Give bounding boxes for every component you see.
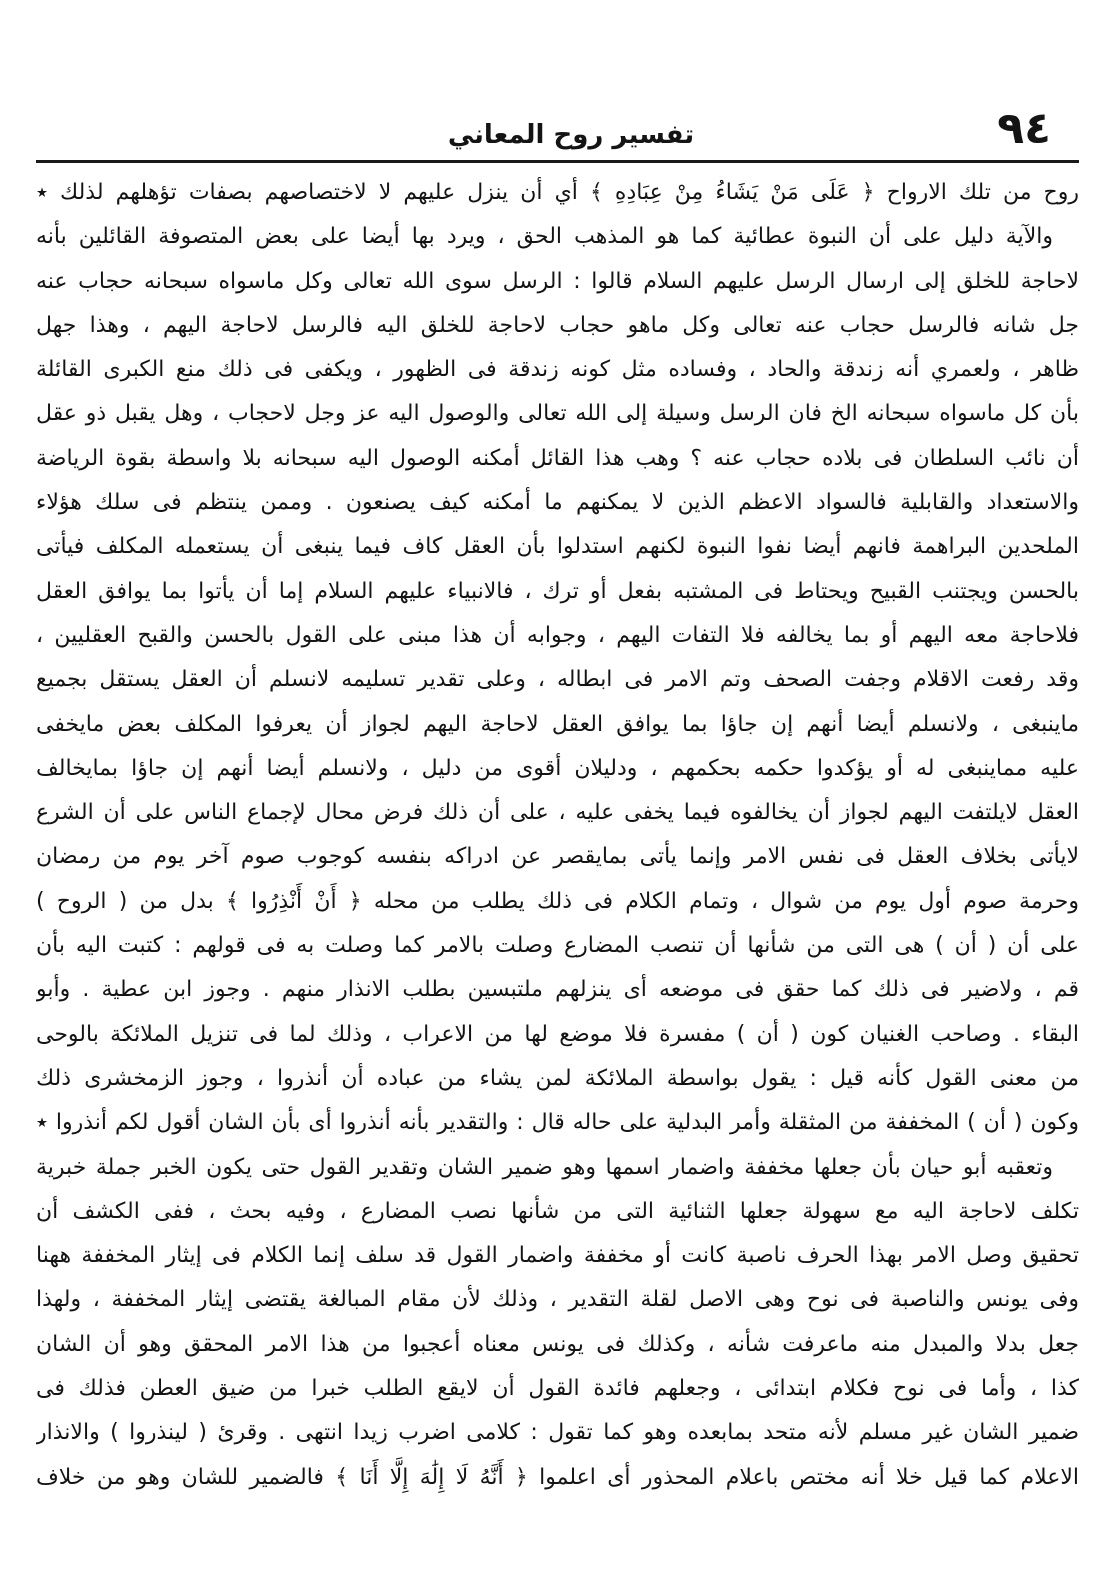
text-line: جعل بدلا والمبدل منه ماعرفت شأنه ، وكذلك فى يونس معناه أعجبوا من هذا الامر المحقق وهو أن الشان — [36, 1331, 1079, 1357]
text-line: روح من تلك الارواح ﴿ عَلَى مَنْ يَشَاءُ مِنْ عِبَادِهِ ﴾ أي أن ينزل عليهم لا لاختصاصهم بصفات تؤهلهم لذلك ٭ — [36, 180, 1079, 205]
text-line: أن نائب السلطان فى بلاده حجاب عنه ؟ وهب هذا القائل أمكنه الوصول اليه سبحانه بلا واسطة بقوة الرياضة — [36, 445, 1079, 471]
text-line: لاحاجة للخلق إلى ارسال الرسل عليهم السلام قالوا : الرسل سوى الله تعالى وكل ماسواه سبحانه حجاب عنه — [36, 268, 1079, 294]
page-number: ٩٤ — [997, 103, 1051, 154]
body-text — [36, 171, 1079, 1500]
book-page — [36, 90, 1079, 1550]
text-line: وكون ( أن ) المخففة من المثقلة وأمر البدلية على حاله قال : والتقدير بأنه أنذروا أى بأن الشان أقول لكم أنذروا ٭ — [36, 1110, 1079, 1136]
text-line: ماينبغى ، ولانسلم أيضا أنهم إن جاؤا بما يوافق العقل لاحاجة اليهم لجواز أن يعرفوا المكلف بعض مايخفى — [36, 711, 1079, 737]
text-line: البقاء . وصاحب الغنيان كون ( أن ) مفسرة فلا موضع لها من الاعراب ، وذلك لما فى تنزيل الملائكة بالوحى — [36, 1021, 1079, 1047]
text-line: على أن ( أن ) هى التى من شأنها أن تنصب المضارع وصلت بالامر كما وصلت به فى قولهم : كتبت اليه بأن — [36, 933, 1079, 959]
text-line: تكلف لاحاجة اليه مع سهولة جعلها الثنائية التى من شأنها نصب المضارع ، وفيه بحث ، ففى الكشف أن — [36, 1198, 1079, 1224]
text-line: لايأتى بخلاف العقل فى نفس الامر وإنما يأتى بمايقصر عن ادراكه بنفسه كوجوب صوم آخر يوم من رمضان — [36, 844, 1079, 870]
text-line: فلاحاجة معه اليهم أو بما يخالفه فلا التفات اليهم ، وجوابه أن هذا مبنى على القول بالحسن والقبح العقليين ، — [36, 622, 1079, 648]
text-line: وتعقبه أبو حيان بأن جعلها مخففة واضمار اسمها وهو ضمير الشان وتقدير القول حتى يكون الخبر جملة خبرية — [36, 1154, 1053, 1180]
text-line: قم ، ولاضير فى ذلك كما حقق فى موضعه أى ينزلهم ملتبسين بطلب الانذار منهم . وجوز ابن عطية . وأبو — [36, 977, 1079, 1003]
text-line: بالحسن ويجتنب القبيح ويحتاط فى المشتبه بفعل أو ترك ، فالانبياء عليهم السلام إما أن يأتوا بما يوافق العقل — [36, 578, 1079, 604]
running-title: تفسير روح المعاني — [447, 120, 695, 150]
text-line: الاعلام كما قيل خلا أنه مختص باعلام المحذور أى اعلموا ﴿ أَنَّهُ لَا إِلَٰهَ إِلَّا أَنَا ﴾ فالضمير للشان وهو من خلاف — [36, 1464, 1079, 1490]
page-header — [36, 90, 1079, 163]
text-line: من معنى القول كأنه قيل : يقول بواسطة الملائكة لمن يشاء من عباده أن أنذروا ، وجوز الزمخشرى ذلك — [36, 1065, 1079, 1091]
text-line: وقد رفعت الاقلام وجفت الصحف وتم الامر فى ابطاله ، وعلى تقدير تسليمه لانسلم أن العقل يستقل بجميع — [36, 667, 1079, 693]
text-line: بأن كل ماسواه سبحانه الخ فان الرسل وسيلة إلى الله تعالى والوصول اليه عز وجل لاحجاب ، وهل يقبل ذو عقل — [36, 401, 1079, 427]
text-line: كذا ، وأما فى نوح فكلام ابتدائى ، وجعلهم فائدة القول أن لايقع الطلب خبرا من ضيق العطن فذلك فى — [36, 1376, 1079, 1402]
text-line: والاستعداد والقابلية فالسواد الاعظم الذين لا يمكنهم ما أمكنه كيف يصنعون . وممن ينتظم فى سلك هؤلاء — [36, 490, 1079, 516]
text-line: تحقيق وصل الامر بهذا الحرف ناصبة كانت أو مخففة واضمار القول قد سلف إنما الكلام فى إيثار المخففة ههنا — [36, 1243, 1079, 1269]
text-line: وحرمة صوم أول يوم من شوال ، وتمام الكلام فى ذلك يطلب من محله ﴿ أَنْ أَنْذِرُوا ﴾ بدل من ( الروح ) — [36, 888, 1079, 914]
text-line: عليه مماينبغى له أو يؤكدوا حكمه بحكمهم ، ودليلان أقوى من دليل ، ولانسلم أيضا أنهم إن جاؤا بمايخالف — [36, 755, 1079, 781]
text-line: العقل لايلتفت اليهم لجواز أن يخالفوه فيما يخفى عليه ، على أن ذلك فرض محال لإجماع الناس على أن الشرع — [36, 800, 1079, 826]
text-line: وفى يونس والناصبة فى نوح وهى الاصل لقلة التقدير ، وذلك لأن مقام المبالغة يقتضى إيثار المخففة ، ولهذا — [36, 1287, 1079, 1313]
text-line: الملحدين البراهمة فانهم أيضا نفوا النبوة لكنهم استدلوا بأن العقل كاف فيما ينبغى أن يستعمله المكلف فيأتى — [36, 534, 1079, 560]
text-line: جل شانه فالرسل حجاب عنه تعالى وكل ماهو حجاب لاحاجة للخلق اليه فالرسل لاحاجة اليهم ، وهذا جهل — [36, 312, 1079, 338]
text-line: والآية دليل على أن النبوة عطائية كما هو المذهب الحق ، ويرد بها أيضا على بعض المتصوفة القائلين بأنه — [36, 224, 1053, 250]
text-line: ظاهر ، ولعمري أنه زندقة والحاد ، وفساده مثل كونه زندقة فى الظهور ، ويكفى فى ذلك منع الكبرى القائلة — [36, 357, 1079, 383]
text-line: ضمير الشان غير مسلم لأنه متحد بمابعده وهو كما تقول : كلامى اضرب زيدا انتهى . وقرئ ( لينذروا ) والانذار — [36, 1420, 1079, 1446]
